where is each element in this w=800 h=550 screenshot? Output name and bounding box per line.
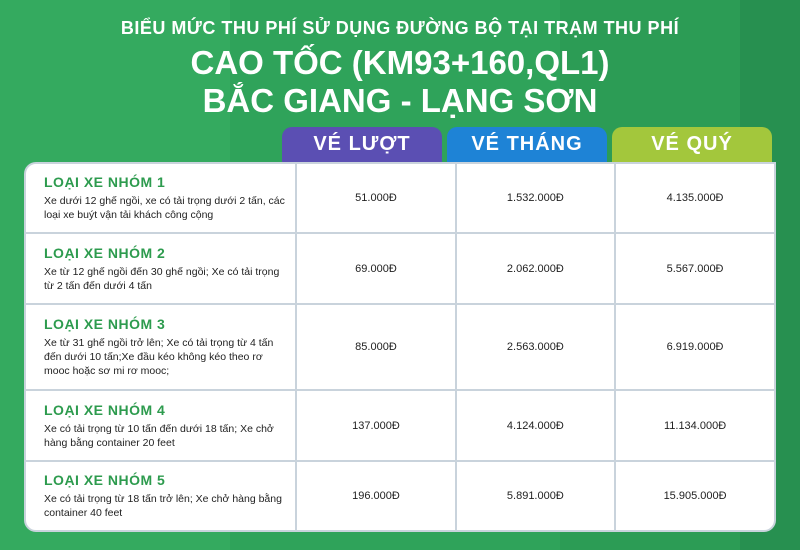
page-title-line-2: CAO TỐC (KM93+160,QL1) xyxy=(190,44,610,81)
price-ve-quy: 5.567.000Đ xyxy=(616,234,774,304)
vehicle-group-description: Xe có tải trọng từ 10 tấn đến dưới 18 tấn; Xe chở hàng bằng container 20 feet xyxy=(44,422,274,449)
price-ve-thang: 1.532.000Đ xyxy=(457,164,617,234)
price-ve-quy: 6.919.000Đ xyxy=(616,305,774,391)
page-title-line-3: BẮC GIANG - LẠNG SƠN xyxy=(202,82,598,119)
price-ve-quy: 15.905.000Đ xyxy=(663,489,727,502)
vehicle-group-name: LOẠI XE NHÓM 3 xyxy=(44,316,166,333)
fee-table xyxy=(24,162,776,532)
vehicle-group-name: LOẠI XE NHÓM 1 xyxy=(44,174,166,191)
price-ve-thang: 2.062.000Đ xyxy=(457,234,617,304)
price-ve-thang: 4.124.000Đ xyxy=(457,391,617,461)
vehicle-group-cell xyxy=(26,305,297,391)
column-header-ve-luot: VÉ LƯỢT xyxy=(282,127,442,162)
page-title-line-1: BIỂU MỨC THU PHÍ SỬ DỤNG ĐƯỜNG BỘ TẠI TRẠM THU PHÍ xyxy=(120,18,680,38)
price-ve-thang: 5.891.000Đ xyxy=(457,462,617,530)
vehicle-group-name: LOẠI XE NHÓM 2 xyxy=(44,244,166,261)
table-row xyxy=(26,305,774,391)
vehicle-group-cell xyxy=(26,234,297,304)
table-row xyxy=(26,391,774,461)
price-ve-luot: 196.000Đ xyxy=(297,462,456,530)
vehicle-group-description: Xe có tải trọng từ 18 tấn trở lên; Xe chở hàng bằng container 40 feet xyxy=(44,492,282,519)
vehicle-group-cell xyxy=(26,164,297,234)
vehicle-group-cell xyxy=(26,462,297,530)
price-ve-luot: 69.000Đ xyxy=(297,234,456,304)
price-ve-luot: 51.000Đ xyxy=(297,164,456,234)
vehicle-group-cell xyxy=(26,391,297,461)
price-ve-thang: 2.563.000Đ xyxy=(457,305,617,391)
price-ve-quy: 4.135.000Đ xyxy=(616,164,774,234)
vehicle-group-name: LOẠI XE NHÓM 5 xyxy=(44,471,166,488)
table-row xyxy=(26,234,774,304)
price-ve-luot: 137.000Đ xyxy=(297,391,456,461)
table-row xyxy=(26,164,774,234)
table-row xyxy=(26,462,774,530)
price-ve-luot: 85.000Đ xyxy=(297,305,456,391)
column-header-ve-thang: VÉ THÁNG xyxy=(447,127,607,162)
price-ve-quy: 11.134.000Đ xyxy=(616,391,774,461)
vehicle-group-name: LOẠI XE NHÓM 4 xyxy=(44,401,166,418)
vehicle-group-description: Xe dưới 12 ghế ngồi, xe có tải trọng dưới 2 tấn, các loại xe buýt vận tải khách công cộng xyxy=(44,195,285,222)
column-header-ve-quy: VÉ QUÝ xyxy=(612,127,772,162)
vehicle-group-description: Xe từ 12 ghế ngồi đến 30 ghế ngồi; Xe có tải trọng từ 2 tấn đến dưới 4 tấn xyxy=(44,265,280,292)
vehicle-group-description: Xe từ 31 ghế ngồi trở lên; Xe có tải trọng từ 4 tấn đến dưới 10 tấn;Xe đầu kéo không kéo theo rơ mooc hoặc sơ mi rơ mooc; xyxy=(44,337,274,378)
